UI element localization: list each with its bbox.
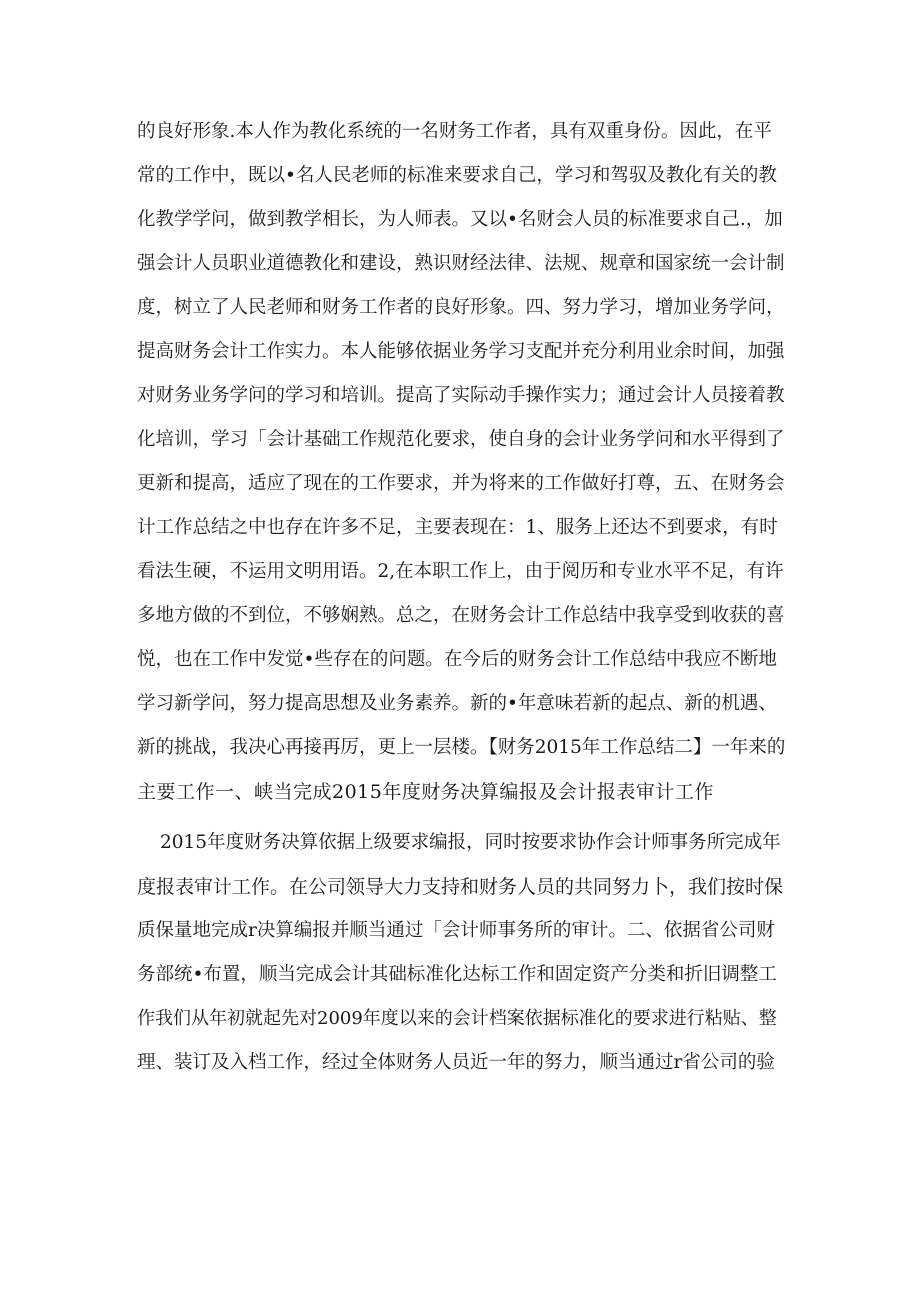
paragraph-2-line: 质保量地完成r决算编报并顺当通过「会计师事务所的审计。二、依据省公司财 (137, 920, 775, 941)
paragraph-2-line: 2015年度财务决算依据上级要求编报，同时按要求协作会计师事务所完成年 (160, 832, 781, 853)
paragraph-1-line: 的良好形象.本人作为教化系统的一名财务工作者，具有双重身份。因此，在平 (137, 121, 772, 142)
paragraph-1-line: 多地方做的不到位，不够娴熟。总之，在财务会计工作总结中我享受到收获的喜 (137, 605, 785, 626)
paragraph-1-line: 悦，也在工作中发觉•些存在的问题。在今后的财务会计工作总结中我应不断地 (137, 649, 777, 670)
paragraph-1-line: 化培训，学习「会计基础工作规范化要求，使自身的会计业务学问和水平得到了 (137, 429, 785, 450)
paragraph-1-line: 对财务业务学问的学习和培训。提高了实际动手操作实力；通过会计人员接着教 (137, 385, 785, 406)
paragraph-1-line: 度，树立了人民老师和财务工作者的良好形象。四、努力学习，增加业务学问， (137, 297, 785, 318)
paragraph-2-line: 务部统•布置，顺当完成会计其础标准化达标工作和固定资产分类和折旧调整工 (137, 964, 777, 985)
paragraph-2-line: 理、装订及入档工作，经过全体财务人员近一年的努力，顺当通过r省公司的验 (137, 1052, 775, 1073)
paragraph-1-line: 学习新学问，努力提高思想及业务素养。新的•年意味若新的起点、新的机遇、 (137, 693, 777, 714)
paragraph-2-line: 度报表审计工作。在公司领导大力支持和财务人员的共同努力卜，我们按时保 (137, 876, 784, 898)
paragraph-1-line: 提高财务会计工作实力。本人能够依据业务学习支配并充分利用业余时间，加强 (137, 341, 785, 362)
paragraph-1-line: 看法生硬，不运用文明用语。2,在本职工作上，由于阅历和专业水平不足，有许 (137, 561, 784, 582)
paragraph-1-line: 常的工作中，既以•名人民老师的标准来要求自己，学习和驾驭及教化有关的教 (137, 165, 777, 186)
paragraph-1-line: 强会计人员职业道德教化和建设，熟识财经法律、法规、规章和国家统一会计制 (137, 253, 785, 274)
paragraph-1-line: 化教学学问，做到教学相长，为人师表。又以•名财会人员的标准要求自己.，加 (137, 209, 783, 230)
paragraph-1-line: 更新和提高，适应了现在的工作要求，并为将来的工作做好打尊，五、在财务会 (137, 473, 785, 494)
paragraph-2-line: 作我们从年初就起先对2009年度以来的会计档案依据标准化的要求进行粘贴、整 (137, 1008, 777, 1029)
paragraph-1-line: 计工作总结之中也存在许多不足，主要表现在：1、服务上还达不到要求，有时 (137, 517, 778, 538)
paragraph-1-line: 主要工作一、峡当完成2015年度财务决算编报及会计报表审计工作 (137, 781, 714, 803)
paragraph-1-line: 新的挑战，我决心再接再厉，更上一层楼。【财务2015年工作总结二】一年来的 (137, 737, 786, 758)
